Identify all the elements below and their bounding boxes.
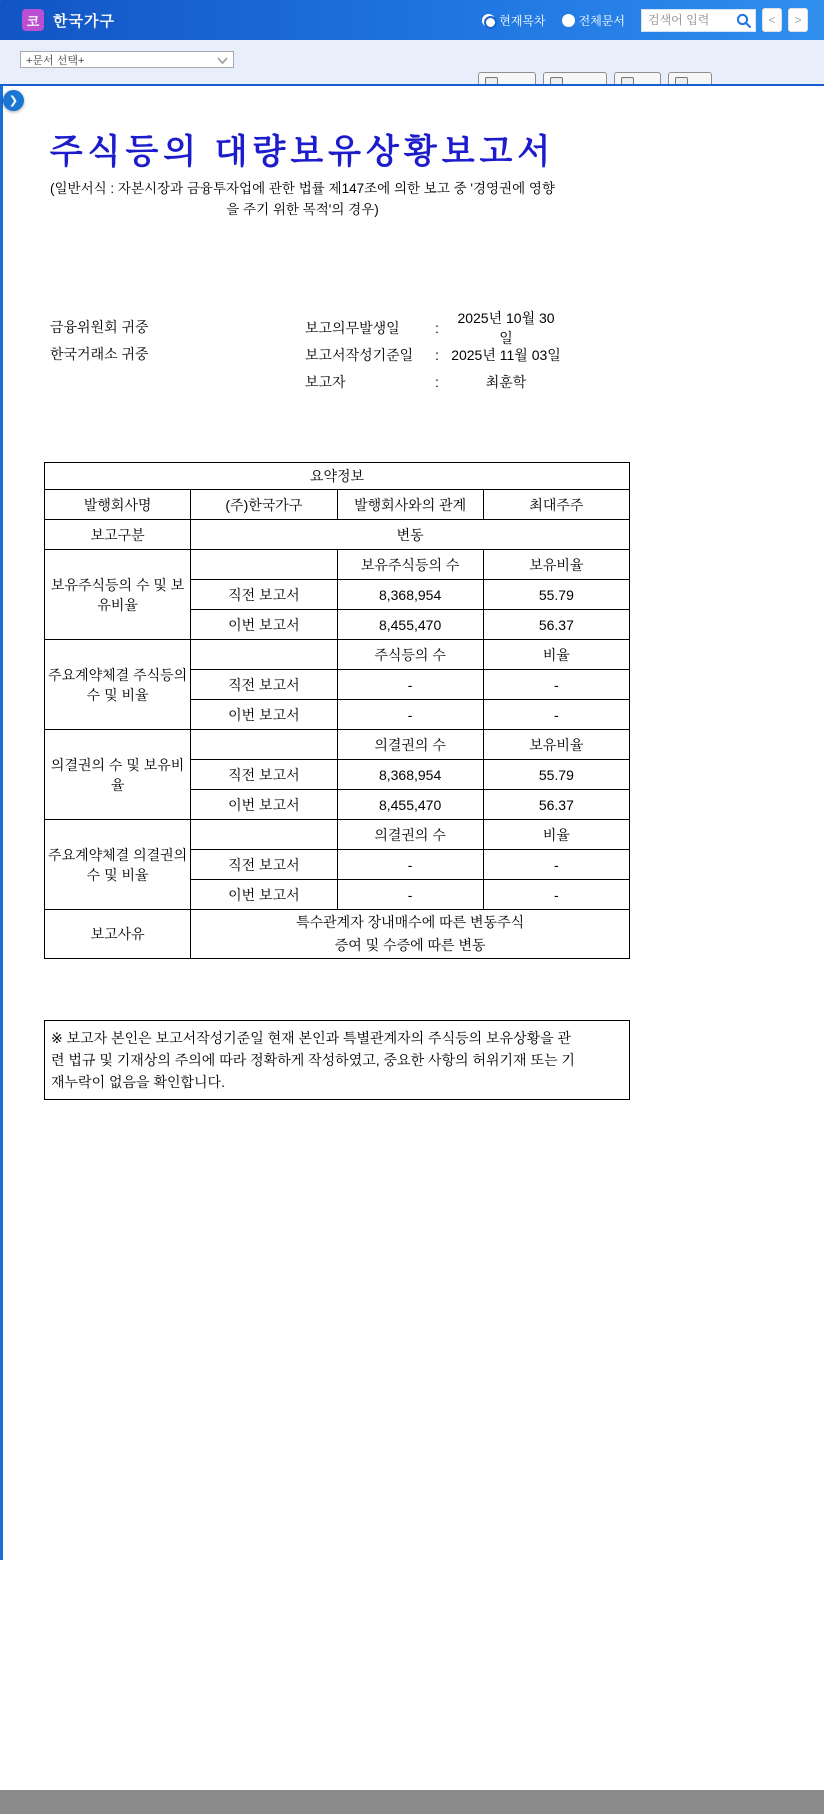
meta-row-reporter: 보고자 : 최훈학	[305, 373, 527, 390]
meta-row-base-date: 보고서작성기준일 : 2025년 11월 03일	[305, 346, 561, 363]
app-title: 한국가구	[53, 12, 115, 30]
table-row: 직전 보고서 - -	[45, 850, 630, 880]
report-subtitle-line2: 을 주기 위한 목적'의 경우)	[226, 202, 379, 217]
top-header-bar	[0, 0, 824, 40]
search-box	[641, 9, 756, 32]
header-controls	[482, 0, 808, 40]
radio-current-toc[interactable]	[482, 14, 495, 27]
section-label: 주요계약체결 의결권의 수 및 비율	[45, 820, 191, 910]
summary-table	[44, 462, 630, 959]
document-select-label: +문서 선택+	[26, 54, 85, 67]
table-row: 보유주식등의 수 및 보유비율 보유주식등의 수 보유비율	[45, 550, 630, 580]
report-subtitle-line1: (일반서식 : 자본시장과 금융투자업에 관한 법률 제147조에 의한 보고 중 '경영권에 영향	[50, 181, 555, 196]
document-toolbar	[0, 40, 824, 85]
table-row: 직전 보고서 8,368,954 55.79	[45, 760, 630, 790]
table-row: 이번 보고서 8,455,470 56.37	[45, 610, 630, 640]
table-row: 직전 보고서 - -	[45, 670, 630, 700]
reason-label: 보고사유	[45, 910, 191, 959]
search-scope-current[interactable]	[482, 12, 551, 29]
notice-line: 련 법규 및 기재상의 주의에 따라 정확하게 작성하였고, 중요한 사항의 허위기재 또는 기	[51, 1052, 575, 1068]
prev-result-button[interactable]: <	[762, 8, 782, 32]
section-label: 보유주식등의 수 및 보유비율	[45, 550, 191, 640]
section-label: 주요계약체결 주식등의 수 및 비율	[45, 640, 191, 730]
sidebar-toggle-button[interactable]: ❯	[3, 90, 24, 111]
table-row	[45, 463, 630, 490]
table-row: 직전 보고서 8,368,954 55.79	[45, 580, 630, 610]
table-row: 주요계약체결 주식등의 수 및 비율 주식등의 수 비율	[45, 640, 630, 670]
table-row: 발행회사명 (주)한국가구 발행회사와의 관계 최대주주	[45, 490, 630, 520]
report-title: 주식등의 대량보유상황보고서	[49, 134, 556, 171]
recipient-list	[50, 314, 149, 368]
meta-row-obligation-date: 보고의무발생일 : 2025년 10월 30일	[305, 309, 555, 346]
notice-line: 재누락이 없음을 확인합니다.	[51, 1074, 225, 1090]
chevron-down-icon	[217, 56, 228, 68]
report-subtitle	[30, 178, 575, 220]
search-scope-all[interactable]	[562, 12, 631, 29]
next-result-button[interactable]: >	[788, 8, 808, 32]
document-select[interactable]	[20, 51, 234, 68]
document-page	[0, 86, 824, 1790]
report-meta	[305, 309, 561, 395]
recipient-krx: 한국거래소 귀중	[50, 346, 149, 362]
table-row: 이번 보고서 - -	[45, 880, 630, 910]
search-input[interactable]	[642, 10, 730, 31]
reporter-confirmation-notice	[44, 1020, 630, 1100]
reason-value: 특수관계자 장내매수에 따른 변동주식 증여 및 수증에 따른 변동	[191, 910, 630, 959]
radio-current-toc-label[interactable]: 현재목차	[499, 13, 546, 28]
table-row	[45, 910, 630, 959]
radio-all-docs-label[interactable]: 전체문서	[578, 13, 625, 28]
radio-all-docs[interactable]	[562, 14, 575, 27]
table-row: 이번 보고서 8,455,470 56.37	[45, 790, 630, 820]
notice-line: ※ 보고자 본인은 보고서작성기준일 현재 본인과 특별관계자의 주식등의 보유상황을 관	[51, 1030, 572, 1046]
search-icon[interactable]	[736, 13, 752, 29]
table-row: 이번 보고서 - -	[45, 700, 630, 730]
app-logo: 코	[22, 9, 44, 31]
table-row: 보고구분 변동	[45, 520, 630, 550]
bottom-gray-strip	[0, 1790, 824, 1814]
divider	[0, 84, 824, 86]
recipient-fsc: 금융위원회 귀중	[50, 319, 149, 335]
left-accent-line	[0, 86, 3, 1560]
table-row: 주요계약체결 의결권의 수 및 비율 의결권의 수 비율	[45, 820, 630, 850]
section-label: 의결권의 수 및 보유비율	[45, 730, 191, 820]
table-row: 의결권의 수 및 보유비율 의결권의 수 보유비율	[45, 730, 630, 760]
table-title: 요약정보	[45, 463, 630, 490]
